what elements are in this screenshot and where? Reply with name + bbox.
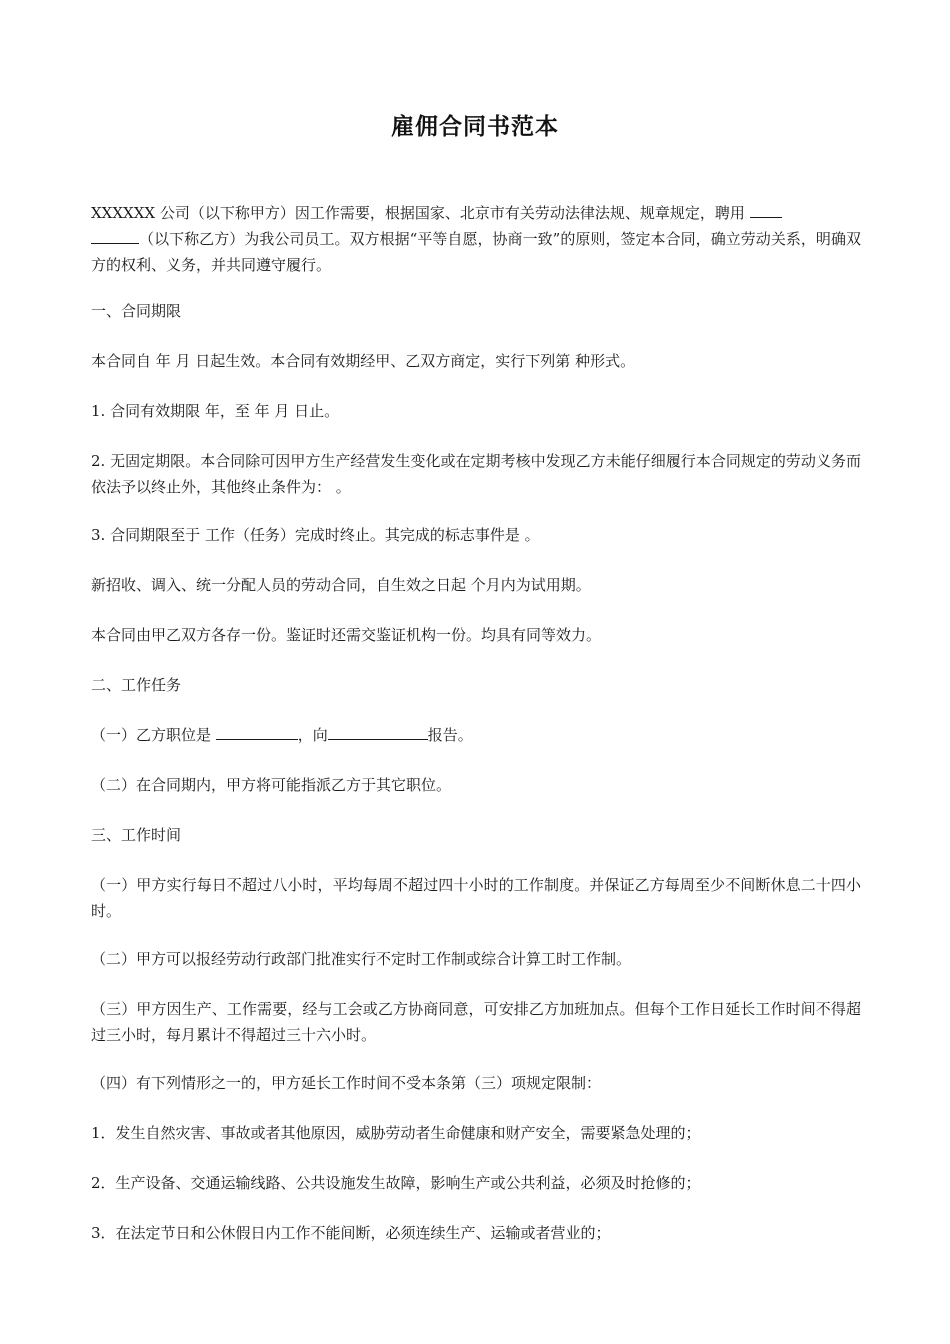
paragraph: 2. 无固定期限。本合同除可因甲方生产经营发生变化或在定期考核中发现乙方未能仔细履行本合同规定的劳动义务而依法予以终止外，其他终止条件为： 。 — [91, 452, 861, 496]
report-to-blank — [328, 723, 428, 740]
paragraph: （一）甲方实行每日不超过八小时，平均每周不超过四十小时的工作制度。并保证乙方每周至少不间断休息二十四小时。 — [91, 876, 861, 920]
position-text-3: 报告。 — [427, 726, 473, 744]
section-heading: 一、合同期限 — [91, 302, 182, 320]
paragraph: （二）甲方可以报经劳动行政部门批准实行不定时工作制或综合计算工时工作制。 — [91, 950, 632, 968]
list-item: 1．发生自然灾害、事故或者其他原因，威胁劳动者生命健康和财产安全，需要紧急处理的； — [91, 1124, 701, 1142]
section-heading: 二、工作任务 — [91, 676, 182, 694]
employee-name-blank-2 — [91, 227, 139, 244]
intro-text-1: XXXXXX 公司（以下称甲方）因工作需要，根据国家、北京市有关劳动法律法规、规章规定，聘用 — [91, 204, 750, 222]
paragraph: （二）在合同期内，甲方将可能指派乙方于其它职位。 — [91, 776, 452, 794]
employee-name-blank-1 — [750, 201, 782, 218]
paragraph: 新招收、调入、统一分配人员的劳动合同，自生效之日起 个月内为试用期。 — [91, 576, 591, 594]
paragraph: （三）甲方因生产、工作需要，经与工会或乙方协商同意，可安排乙方加班加点。但每个工作日延长工作时间不得超过三小时，每月累计不得超过三十六小时。 — [91, 1000, 861, 1044]
document-title: 雇佣合同书范本 — [391, 113, 559, 140]
position-text-2: ，向 — [297, 726, 328, 744]
paragraph: 本合同自 年 月 日起生效。本合同有效期经甲、乙双方商定，实行下列第 种形式。 — [91, 352, 636, 370]
list-item: 2．生产设备、交通运输线路、公共设施发生故障，影响生产或公共利益，必须及时抢修的； — [91, 1174, 701, 1192]
intro-paragraph — [91, 200, 861, 278]
paragraph: 1. 合同有效期限 年，至 年 月 日止。 — [91, 402, 340, 420]
paragraph: 本合同由甲乙双方各存一份。鉴证时还需交鉴证机构一份。均具有同等效力。 — [91, 626, 602, 644]
list-item: 3．在法定节日和公休假日内工作不能间断，必须连续生产、运输或者营业的； — [91, 1224, 611, 1242]
position-blank — [216, 723, 298, 740]
intro-text-2: （以下称乙方）为我公司员工。双方根据“平等自愿，协商一致”的原则，签定本合同，确立劳动关系，明确双方的权利、义务，并共同遵守履行。 — [91, 230, 861, 274]
position-paragraph — [91, 722, 861, 748]
section-heading: 三、工作时间 — [91, 826, 182, 844]
paragraph: 3. 合同期限至于 工作（任务）完成时终止。其完成的标志事件是 。 — [91, 526, 540, 544]
position-text-1: （一）乙方职位是 — [91, 726, 216, 744]
paragraph: （四）有下列情形之一的，甲方延长工作时间不受本条第（三）项规定限制： — [91, 1074, 602, 1092]
